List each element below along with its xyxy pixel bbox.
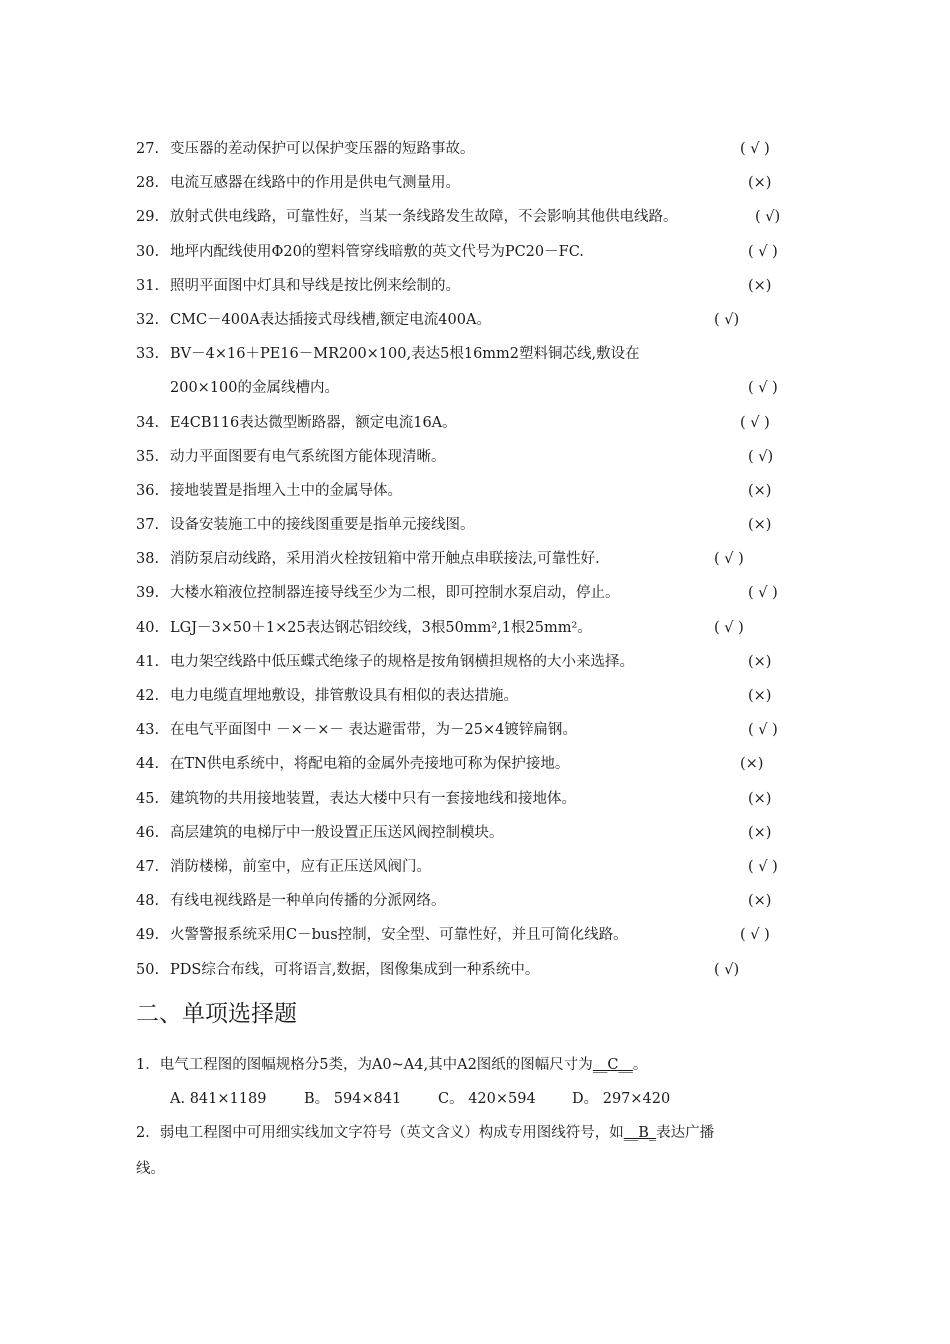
list-item <box>0 303 950 337</box>
item-text: 电力电缆直埋地敷设，排管敷设具有相似的表达措施。 <box>170 688 518 704</box>
item-text: 建筑物的共用接地装置，表达大楼中只有一套接地线和接地体。 <box>170 790 576 807</box>
item-number: 43. <box>136 722 160 739</box>
item-text: 200×100的金属线槽内。 <box>170 380 340 397</box>
item-number: 34. <box>136 414 160 431</box>
option-d: D。 297×420 <box>572 1091 671 1107</box>
true-false-list <box>0 132 950 987</box>
item-number: 37. <box>136 517 160 534</box>
item-number: 30. <box>136 243 160 260</box>
item-answer: ( √) <box>748 448 774 465</box>
item-answer: ( √ ) <box>748 858 778 875</box>
item-number: 41. <box>136 653 160 670</box>
item-number: 45. <box>136 790 160 807</box>
list-item <box>0 235 950 269</box>
item-text: 消防楼梯，前室中，应有正压送风阀门。 <box>170 858 431 875</box>
list-item <box>0 132 950 166</box>
item-answer: (×) <box>748 277 772 294</box>
list-item <box>0 337 950 371</box>
option-c: C。 420×594 <box>438 1091 536 1107</box>
item-text: 照明平面图中灯具和导线是按比例来绘制的。 <box>170 277 460 294</box>
item-answer: ( √ ) <box>740 414 770 431</box>
item-text: 在电气平面图中 －×－×－ 表达避雷带，为－25×4镀锌扁钢。 <box>170 722 577 739</box>
list-item <box>0 576 950 610</box>
item-number: 29. <box>136 209 160 226</box>
question-suffix: 。 <box>632 1057 648 1073</box>
item-text: 放射式供电线路，可靠性好，当某一条线路发生故障，不会影响其他供电线路。 <box>170 209 678 226</box>
item-number: 48. <box>136 893 160 910</box>
question-text: 1．电气工程图的图幅规格分5类，为A0~A4,其中A2图纸的图幅尺寸为 <box>136 1057 593 1073</box>
answer-blank: __C__ <box>592 1057 633 1073</box>
list-item <box>0 200 950 234</box>
item-number: 49. <box>136 927 160 944</box>
item-text: 电力架空线路中低压蝶式绝缘子的规格是按角钢横担规格的大小来选择。 <box>170 653 634 670</box>
item-text: 在TN供电系统中，将配电箱的金属外壳接地可称为保护接地。 <box>170 756 570 773</box>
item-text: 火警警报系统采用C－bus控制，安全型、可靠性好，并且可简化线路。 <box>170 927 628 944</box>
item-answer: ( √) <box>755 209 781 226</box>
item-answer: (×) <box>748 482 772 499</box>
item-text: 动力平面图要有电气系统图方能体现清晰。 <box>170 448 446 465</box>
list-item <box>0 679 950 713</box>
item-answer: (×) <box>748 790 772 807</box>
item-number: 32. <box>136 311 160 328</box>
option-b: B。 594×841 <box>304 1091 402 1107</box>
item-answer: ( √ ) <box>748 585 778 602</box>
list-item <box>0 918 950 952</box>
list-item <box>0 269 950 303</box>
list-item-continuation <box>0 371 950 405</box>
item-number: 28. <box>136 175 160 192</box>
options-row <box>170 1082 870 1116</box>
item-answer: ( √ ) <box>740 927 770 944</box>
question-2 <box>136 1116 714 1150</box>
item-text: PDS综合布线，可将语言,数据，图像集成到一种系统中。 <box>170 961 540 978</box>
item-number: 47. <box>136 858 160 875</box>
list-item <box>0 953 950 987</box>
list-item <box>0 406 950 440</box>
list-item <box>0 713 950 747</box>
item-answer: ( √ ) <box>714 551 744 568</box>
item-text: LGJ－3×50＋1×25表达钢芯铝绞线，3根50mm²,1根25mm²。 <box>170 619 592 636</box>
list-item <box>0 611 950 645</box>
list-item <box>0 166 950 200</box>
question-text: 2．弱电工程图中可用细实线加文字符号（英文含义）构成专用图线符号，如 <box>136 1125 624 1141</box>
item-text: 消防泵启动线路，采用消火栓按钮箱中常开触点串联接法,可靠性好. <box>170 551 600 568</box>
question-suffix: 表达广播 <box>656 1125 715 1141</box>
item-number: 39. <box>136 585 160 602</box>
list-item <box>0 440 950 474</box>
list-item <box>0 542 950 576</box>
item-text: 地坪内配线使用Φ20的塑料管穿线暗敷的英文代号为PC20－FC. <box>170 243 584 260</box>
item-answer: ( √ ) <box>740 141 770 157</box>
item-answer: (×) <box>748 824 772 841</box>
section-heading: 二、单项选择题 <box>136 1001 297 1027</box>
item-text: 变压器的差动保护可以保护变压器的短路事故。 <box>170 141 475 157</box>
item-answer: ( √ ) <box>748 243 778 260</box>
option-a: A. 841×1189 <box>170 1091 267 1107</box>
item-text: 电流互感器在线路中的作用是供电气测量用。 <box>170 175 460 192</box>
item-number: 40. <box>136 619 160 636</box>
item-answer: (×) <box>740 756 764 773</box>
list-item <box>0 747 950 781</box>
list-item <box>0 816 950 850</box>
item-number: 38. <box>136 551 160 568</box>
item-answer: ( √) <box>714 311 740 328</box>
item-number: 44. <box>136 756 160 773</box>
item-number: 42. <box>136 688 160 704</box>
item-text: 大楼水箱液位控制器连接导线至少为二根，即可控制水泵启动，停止。 <box>170 585 620 602</box>
item-answer: ( √ ) <box>714 619 744 636</box>
item-answer: (×) <box>748 688 772 704</box>
item-number: 50. <box>136 961 160 978</box>
list-item <box>0 508 950 542</box>
list-item <box>0 850 950 884</box>
item-number: 46. <box>136 824 160 841</box>
list-item <box>0 884 950 918</box>
item-text: 有线电视线路是一种单向传播的分派网络。 <box>170 893 446 910</box>
list-item <box>0 645 950 679</box>
item-number: 27. <box>136 141 160 157</box>
item-text: 设备安装施工中的接线图重要是指单元接线图。 <box>170 517 475 534</box>
list-item <box>0 474 950 508</box>
item-answer: ( √ ) <box>748 380 778 397</box>
item-answer: (×) <box>748 653 772 670</box>
item-text: CMC－400A表达插接式母线槽,额定电流400A。 <box>170 311 491 328</box>
item-answer: ( √ ) <box>748 722 778 739</box>
item-number: 36. <box>136 482 160 499</box>
item-text: BV－4×16＋PE16－MR200×100,表达5根16mm2塑料铜芯线,敷设在 <box>170 346 640 363</box>
list-item <box>0 782 950 816</box>
item-answer: ( √) <box>714 961 740 978</box>
item-answer: (×) <box>748 893 772 910</box>
item-text: 接地装置是指埋入土中的金属导体。 <box>170 482 402 499</box>
item-number: 33. <box>136 346 160 363</box>
item-number: 35. <box>136 448 160 465</box>
item-text: 高层建筑的电梯厅中一般设置正压送风阀控制模块。 <box>170 824 504 841</box>
question-1 <box>136 1048 647 1082</box>
item-answer: (×) <box>748 175 772 192</box>
answer-blank: __B_ <box>623 1125 657 1141</box>
question-2-continuation: 线。 <box>136 1161 165 1177</box>
item-answer: (×) <box>748 517 772 534</box>
item-number: 31. <box>136 277 160 294</box>
item-text: E4CB116表达微型断路器，额定电流16A。 <box>170 414 457 431</box>
